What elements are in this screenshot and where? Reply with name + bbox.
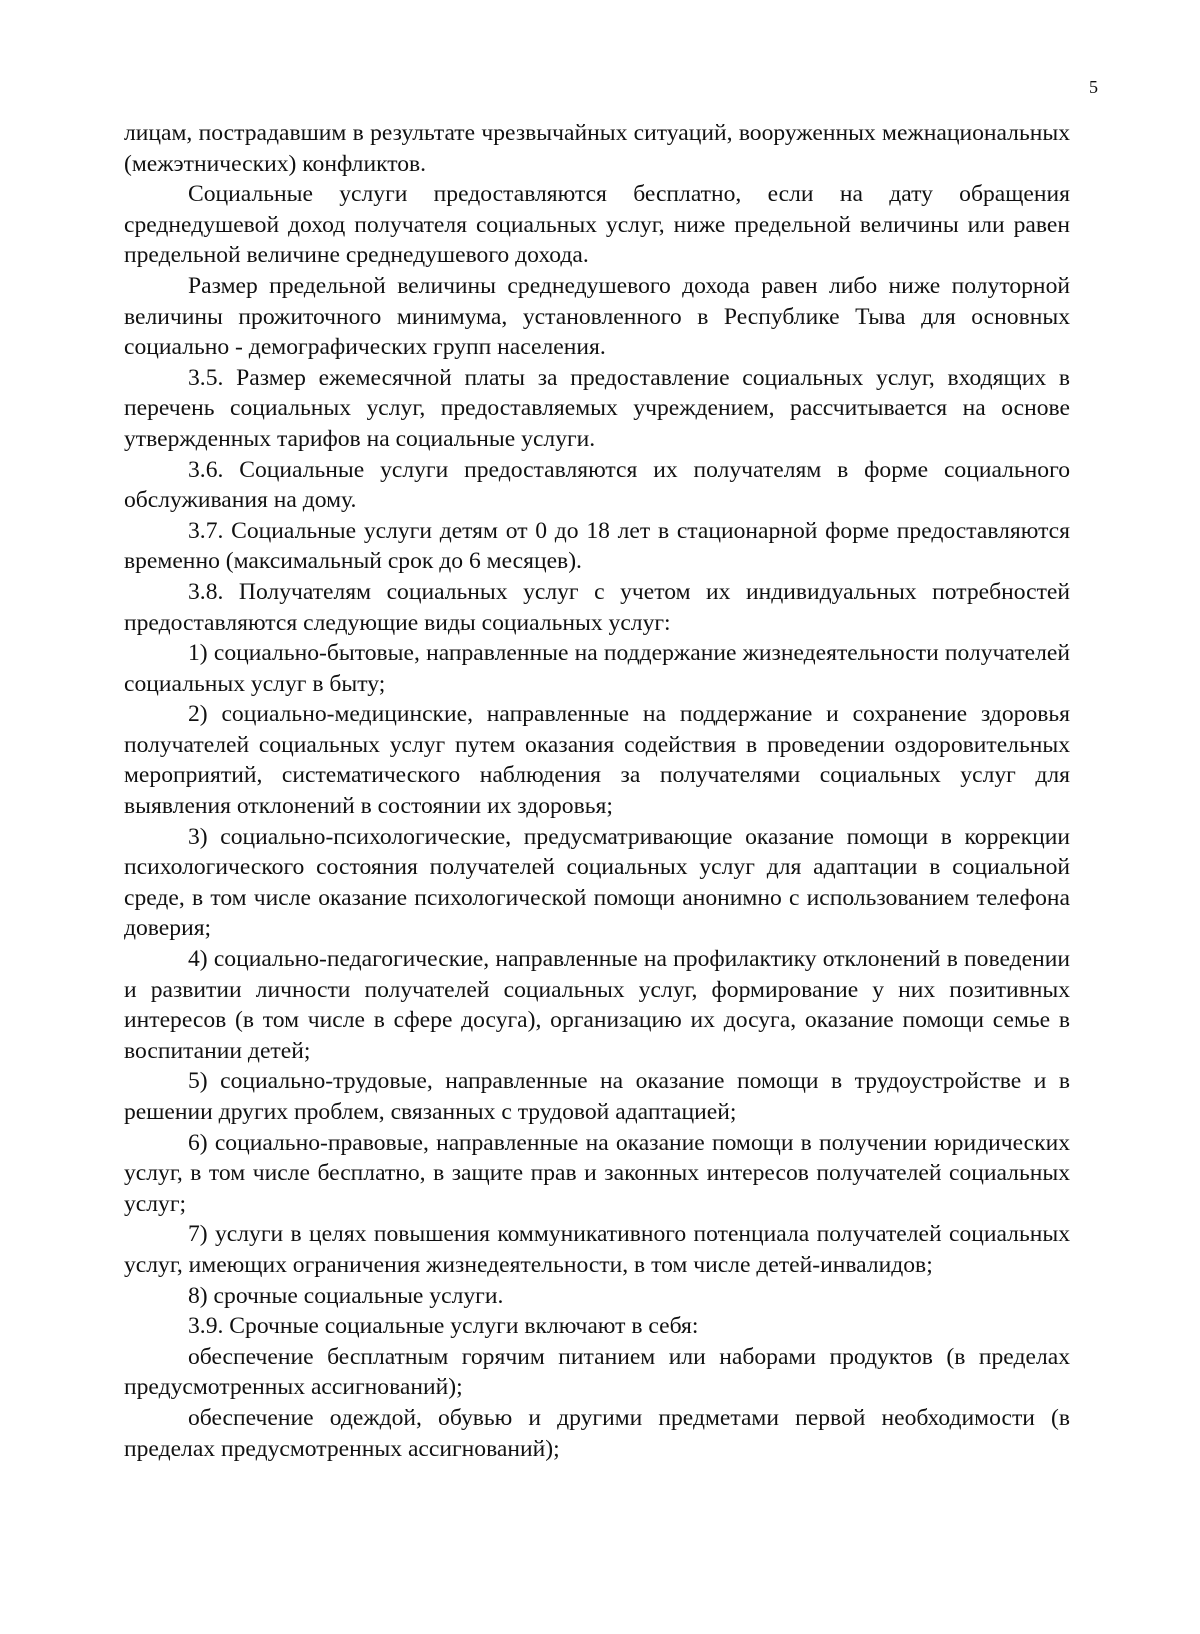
list-item-7: 7) услуги в целях повышения коммуникативного потенциала получателей социальных услуг, имеющих ограничения жизнедеятельности, в том числе детей-инвалидов; [124,1221,1070,1278]
list-item-3: 3) социально-психологические, предусматривающие оказание помощи в коррекции психологического состояния получателей социальных услуг для адаптации в социальной среде, в том числе оказание психологической помощи анонимно с использованием телефона доверия; [124,823,1070,942]
paragraph-free-services: Социальные услуги предоставляются бесплатно, если на дату обращения среднедушевой доход получателя социальных услуг, ниже предельной величины или равен предельной величине среднедушевого дохода. [124,181,1070,269]
document-body [124,118,1070,1464]
list-item-6: 6) социально-правовые, направленные на оказание помощи в получении юридических услуг, в том числе бесплатно, в защите прав и законных интересов получателей социальных услуг; [124,1129,1070,1217]
urgent-service-clothing: обеспечение одеждой, обувью и другими предметами первой необходимости (в пределах предусмотренных ассигнований); [124,1404,1070,1462]
list-item-8: 8) срочные социальные услуги. [188,1282,504,1309]
list-item-1: 1) социально-бытовые, направленные на поддержание жизнедеятельности получателей социальных услуг в быту; [124,640,1070,697]
list-item-2: 2) социально-медицинские, направленные на поддержание и сохранение здоровья получателей социальных услуг путем оказания содействия в проведении оздоровительных мероприятий, систематического наблюдения за получателями социальных услуг для выявления отклонений в состоянии их здоровья; [124,701,1070,820]
list-item-5: 5) социально-трудовые, направленные на оказание помощи в трудоустройстве и в решении других проблем, связанных с трудовой адаптацией; [124,1068,1070,1125]
list-item-4: 4) социально-педагогические, направленные на профилактику отклонений в поведении и развитии личности получателей социальных услуг, формирование у них позитивных интересов (в том числе в сфере досуга), организацию их досуга, оказание помощи семье в воспитании детей; [124,946,1070,1064]
paragraph-continuation: лицам, пострадавшим в результате чрезвычайных ситуаций, вооруженных межнациональных (межэтнических) конфликтов. [124,120,1070,177]
paragraph-3-9: 3.9. Срочные социальные услуги включают в себя: [188,1313,699,1340]
paragraph-income-limit: Размер предельной величины среднедушевого дохода равен либо ниже полуторной величины прожиточного минимума, установленного в Республике Тыва для основных социально - демографических групп населения. [124,272,1070,361]
paragraph-3-7: 3.7. Социальные услуги детям от 0 до 18 лет в стационарной форме предоставляются временно (максимальный срок до 6 месяцев). [124,517,1070,575]
paragraph-3-6: 3.6. Социальные услуги предоставляются их получателям в форме социального обслуживания на дому. [124,456,1070,514]
urgent-service-food: обеспечение бесплатным горячим питанием или наборами продуктов (в пределах предусмотренных ассигнований); [124,1343,1070,1401]
page-number: 5 [1089,77,1098,97]
paragraph-3-5: 3.5. Размер ежемесячной платы за предоставление социальных услуг, входящих в перечень социальных услуг, предоставляемых учреждением, рассчитывается на основе утвержденных тарифов на социальные услуги. [124,364,1070,452]
paragraph-3-8: 3.8. Получателям социальных услуг с учетом их индивидуальных потребностей предоставляются следующие виды социальных услуг: [124,578,1070,636]
